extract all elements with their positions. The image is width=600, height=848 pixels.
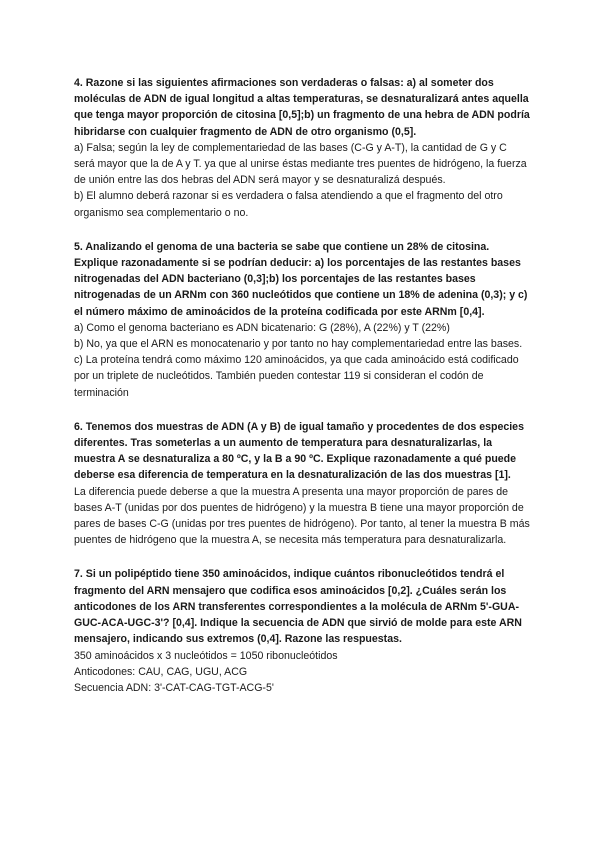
question-6 bbox=[74, 419, 530, 549]
question-7-prompt: 7. Si un polipéptido tiene 350 aminoácidos, indique cuántos ribonucleótidos tendrá el fragmento del ARN mensajero que codifica esos aminoácidos [0,2]. ¿Cuáles serán los anticodones de los ARN transferentes correspondientes a la molécula de ARNm 5'-GUA-GUC-ACA-UGC-3'? [0,4]. Indique la secuencia de ADN que sirvió de molde para este ARN mensajero, indicando sus extremos (0,4]. Razone las respuestas. bbox=[74, 568, 522, 646]
question-7-answer-dna-sequence: Secuencia ADN: 3'-CAT-CAG-TGT-ACG-5' bbox=[74, 681, 274, 694]
question-5-answer-b: b) No, ya que el ARN es monocatenario y por tanto no hay complementariedad entre las bases. bbox=[74, 338, 523, 351]
question-4-prompt: 4. Razone si las siguientes afirmaciones son verdaderas o falsas: a) al someter dos moléculas de ADN de igual longitud a altas temperaturas, se desnaturalizará antes aquella que tenga mayor proporción de citosina [0,5];b) un fragmento de una hebra de ADN podría hibridarse con cualquier fragmento de ADN de otro organismo (0,5]. bbox=[74, 77, 530, 138]
question-7-answer-anticodons: Anticodones: CAU, CAG, UGU, ACG bbox=[74, 665, 248, 678]
question-4-answer-a: a) Falsa; según la ley de complementariedad de las bases (C-G y A-T), la cantidad de G y C será mayor que la de A y T. ya que al unirse éstas mediante tres puentes de hidrógeno, la fuerza de unión entre las dos hebras del ADN será mayor y se desnaturalizá después. bbox=[74, 141, 527, 187]
document-page bbox=[74, 75, 530, 714]
question-5-answer-a: a) Como el genoma bacteriano es ADN bicatenario: G (28%), A (22%) y T (22%) bbox=[74, 321, 450, 334]
question-5-prompt: 5. Analizando el genoma de una bacteria se sabe que contiene un 28% de citosina. Explique razonadamente si se podrían deducir: a) los porcentajes de las restantes bases nitrogenadas del ADN bacteriano (0,3];b) los porcentajes de las restantes bases nitrogenadas de un ARNm con 360 nucleótidos que contiene un 18% de adenina (0,3); y c) el número máximo de aminoácidos de la proteína codificada por este ARNm [0,4]. bbox=[74, 240, 528, 318]
question-4 bbox=[74, 75, 530, 221]
question-7 bbox=[74, 566, 530, 696]
question-6-answer: La diferencia puede deberse a que la muestra A presenta una mayor proporción de pares de bases A-T (unidas por dos puentes de hidrógeno) y la muestra B tiene una mayor proporción de pares de bases C-G (unidas por tres puentes de hidrógeno). Por tanto, al tener la muestra B más puentes de hidrógeno que la muestra A, se necesita más temperatura para desnaturalizarla. bbox=[74, 485, 530, 547]
question-5 bbox=[74, 239, 530, 401]
question-4-answer-b: b) El alumno deberá razonar si es verdadera o falsa atendiendo a que el fragmento del otro organismo sea complementario o no. bbox=[74, 190, 503, 219]
question-6-prompt: 6. Tenemos dos muestras de ADN (A y B) de igual tamaño y procedentes de dos especies diferentes. Tras someterlas a un aumento de temperatura para desnaturalizarlas, la muestra A se desnaturaliza a 80 ºC, y la B a 90 ºC. Explique razonadamente a qué puede deberse esa diferencia de temperatura en la desnaturalización de las dos muestras [1]. bbox=[74, 420, 524, 482]
question-5-answer-c: c) La proteína tendrá como máximo 120 aminoácidos, ya que cada aminoácido está codificado por un triplete de nucleótidos. También pueden contestar 119 si consideran el codón de terminación bbox=[74, 354, 519, 399]
question-7-answer-ribonucleotides: 350 aminoácidos x 3 nucleótidos = 1050 ribonucleótidos bbox=[74, 649, 338, 662]
